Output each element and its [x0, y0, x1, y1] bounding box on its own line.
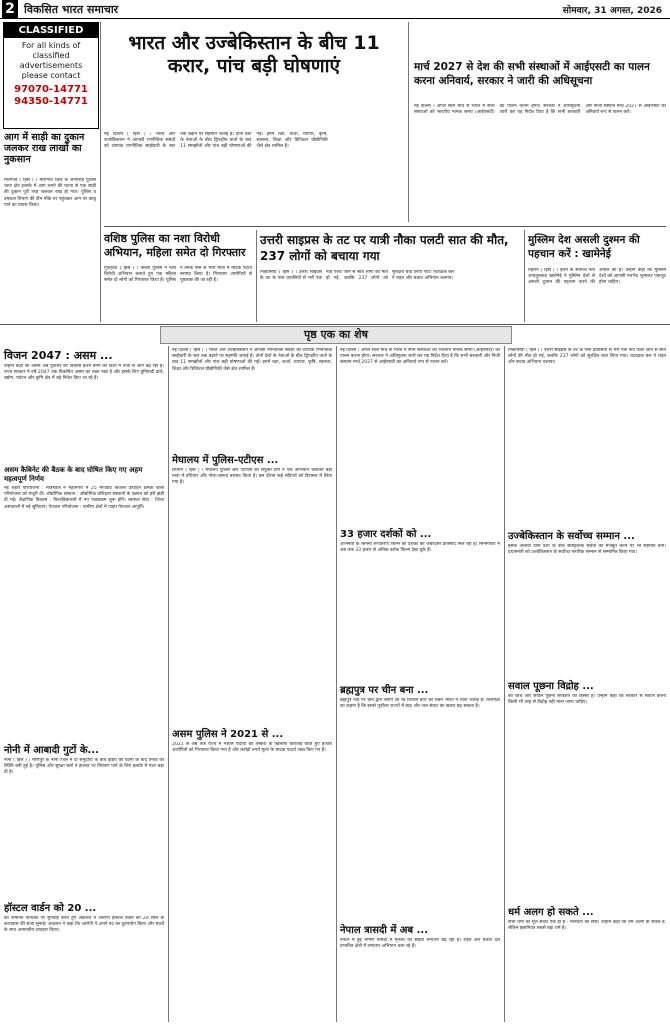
police-headline: वशिष्ठ पुलिस का नशा विरोधी अभियान, महिला समेत दो गिरफ्तार	[104, 232, 246, 259]
nepal-body: नेपाल में हुई भीषण त्रासदी में मृतकों की संख्या लगातार बढ़ रही है। राहत और बचाव दल प्रभावित क्षेत्रों में लगातार अभियान चला रहे हैं।	[340, 938, 500, 950]
fire-headline: आग में साड़ी का दुकान जलकर राख लाखों का नुकसान	[4, 132, 85, 165]
viewers-headline: 33 हजार दर्शकों को ...	[340, 529, 432, 540]
uzbek-honour-headline: उज्बेकिस्तान के सर्वोच्च सम्मान ...	[508, 531, 635, 542]
boat-body: निकोसिया ( हिंस ) । उत्तरी साइप्रस के तट के पास प्रवासियों से भरी एक नाव पलट जाने से सात लोगों की मौत हो गई, जबकि 237 लोगों को सुरक्षित बचा लिया गया। तटरक्षक बल ने राहत और बचाव अभियान चलाया।	[260, 270, 454, 282]
section-rule	[0, 324, 670, 325]
hostel-headline: हॉस्टल वार्डन को 20 ...	[4, 903, 97, 914]
religion-body: सभी धर्मों का मूल संदेश एक ही है - मानवता की सेवा। उन्होंने कहा कि धर्म अलग हो सकते हैं, लेकिन इंसानियत सबसे बड़ा धर्म है।	[508, 920, 666, 932]
classified-label: CLASSIFIED	[4, 23, 98, 38]
assam-police-body: 2021 से अब तक राज्य में नशीले पदार्थों की तस्करी के खिलाफ कार्रवाई करते हुए हजारों आरोपियों को गिरफ्तार किया गया है और करोड़ों रुपये मूल्य के मादक पदार्थ जब्त किए गए हैं।	[172, 742, 332, 754]
khamenei-headline: मुस्लिम देश असली दुश्मन की पहचान करें : खामेनेई	[528, 234, 640, 260]
column-divider	[100, 22, 101, 322]
khamenei-body: तेहरान ( हिंस ) । ईरान के सर्वोच्च नेता आयतुल्लाह खामेनेई ने मुस्लिम देशों से असली दुश्मन की पहचान करने की अपील की है। उन्होंने कहा कि मुस्लिम देशों को आपसी मतभेद भुलाकर एकजुट होना चाहिए।	[528, 268, 666, 286]
column-divider	[336, 346, 337, 1022]
hostel-body: की जमानत याचिका पर सुनवाई करते हुए अदालत ने आरोपी हॉस्टल वार्डन को 20 साल के कारावास की सजा सुनाई। अदालत ने कहा कि आरोपी ने अपने पद का दुरुपयोग किया और बच्चों के साथ अमानवीय व्यवहार किया।	[4, 916, 164, 934]
meghalaya-body: शिलांग ( हिंस ) । मेघालय पुलिस और एटीएस की संयुक्त टीम ने एक अभियान चलाकर बड़ी मात्रा में हथियार और गोला-बारूद बरामद किया है। इस दौरान कई संदिग्धों को हिरासत में लिया गया है।	[172, 468, 332, 486]
ist-body: नई दिल्ली । अगले साल मार्च से भारत में सभी संस्थाओं को भारतीय मानक समय (आईएसटी) का पालन करना होगा। सरकार ने अधिसूचना जारी कर यह निर्देश दिया है कि सभी सरकारी और निजी संस्थान मार्च 2027 से आईएसटी का अनिवार्य रूप से पालन करें।	[414, 104, 666, 116]
classified-box	[3, 22, 99, 129]
boat-continued: निकोसिया ( हिंस ) । उत्तरी साइप्रस के तट के पास प्रवासियों से भरी एक नाव पलट जाने से सात लोगों की मौत हो गई, जबकि 237 लोगों को सुरक्षित बचा लिया गया। तटरक्षक बल ने राहत और बचाव अभियान चलाया।	[508, 348, 666, 366]
classified-text: For all kinds of classified advertisements please contact	[19, 41, 83, 80]
vision-headline: विजन 2047 : असम ...	[4, 349, 113, 362]
nepal-headline: नेपाल त्रासदी में अब ...	[340, 925, 429, 936]
brahmaputra-headline: ब्रह्मपुत्र पर चीन बना ...	[340, 685, 429, 696]
column-divider	[408, 22, 409, 222]
column-divider	[524, 230, 525, 322]
noni-headline: नोनी में आबादी गुटों के...	[4, 745, 99, 756]
question-body: की जांच और सवाल पूछना लोकतंत्र का हिस्सा है। उन्होंने कहा कि सरकार से सवाल करना किसी भी तरह से विद्रोह नहीं माना जाना चाहिए।	[508, 694, 666, 706]
cabinet-body: नई शहरी परियोजना : मंत्रिमंडल ने महानगरों में 25 मेगावाट बिजली उत्पादन क्षमता वाली परियोजना को मंजूरी दी। औद्योगिक संस्थान : औद्योगिक प्रशिक्षण संस्थानों के उन्नयन को हरी झंडी दी गई। शैक्षणिक विकास : विश्वविद्यालयों में नए पाठ्यक्रम शुरू होंगे। स्वास्थ्य सेवा : जिला अस्पतालों में नई सुविधाएं। पेयजल परियोजना : ग्रामीण क्षेत्रों में पाइप पेयजल आपूर्ति।	[4, 486, 164, 510]
classified-phone-1: 97070-14771	[14, 84, 88, 95]
section-rule	[104, 226, 666, 227]
fire-body: मोरीगांव ( हिंस ) । मोरीगांव जिले के जागीरोड पुलिस थाना क्षेत्र इलाके में आग लगने की घटना से एक साड़ी की दुकान पूरी तरह जलकर राख हो गया। पुलिस व दमकल विभाग की टीम मौके पर पहुंचकर आग पर काबू पाने का प्रयास किया।	[4, 178, 96, 208]
classified-phone-2: 94350-14771	[14, 96, 88, 107]
religion-headline: धर्म अलग हो सकते ...	[508, 907, 594, 918]
noni-body: नोनी ( हिंस ) । मणिपुर के नोनी जिले में दो समुदायों के बीच झड़प की घटना के बाद तनाव की स्थिति बनी हुई है। पुलिस और सुरक्षा बलों ने हालात पर नियंत्रण पाने के लिए इलाके में गश्त बढ़ा दी है।	[4, 758, 164, 776]
police-body: गुवाहाटी ( हिंस ) । वशिष्ठ पुलिस ने नशा विरोधी अभियान चलाते हुए एक महिला समेत दो लोगों को गिरफ्तार किया है। पुलिस ने उनके पास से भारी मात्रा में मादक पदार्थ बरामद किया है। गिरफ्तार आरोपियों से पूछताछ की जा रही है।	[104, 266, 252, 284]
page-number: 2	[2, 0, 18, 18]
meghalaya-headline: मेघालय में पुलिस-एटीएस ...	[172, 455, 279, 466]
question-headline: सवाल पूछना विद्रोह ...	[508, 681, 594, 692]
lead-continued: नई दिल्ली ( हिंस ) । भारत और उज्बेकिस्तान ने आपसी रणनीतिक संबंधों को व्यापक रणनीतिक साझेदारी के स्तर तक बढ़ाने पर सहमति जताई है। दोनों देशों के नेताओं के बीच द्विपक्षीय वार्ता के बाद 11 समझौतों और पांच बड़ी घोषणाओं की गई। इनमें रक्षा, ऊर्जा, व्यापार, कृषि, स्वास्थ्य, शिक्षा और डिजिटल प्रौद्योगिकी जैसे क्षेत्र शामिल हैं।	[172, 348, 332, 372]
cabinet-label: असम कैबिनेट की बैठक के बाद घोषित किए गए अहम महत्वपूर्ण निर्णय	[4, 466, 143, 483]
lead-body: नई दिल्ली ( हिंस ) । भारत और उज्बेकिस्तान ने आपसी रणनीतिक संबंधों को व्यापक रणनीतिक साझेदारी के स्तर तक बढ़ाने पर सहमति जताई है। दोनों देशों के नेताओं के बीच द्विपक्षीय वार्ता के बाद 11 समझौतों और पांच बड़ी घोषणाओं की गई। इनमें रक्षा, ऊर्जा, व्यापार, कृषि, स्वास्थ्य, शिक्षा और डिजिटल प्रौद्योगिकी जैसे क्षेत्र शामिल हैं।	[104, 132, 328, 150]
uzbek-honour-body: इसके अलावा दोनों देशों के बीच सांस्कृतिक संबंधों को मजबूत करने पर भी सहमति बनी। प्रधानमंत्री को उज्बेकिस्तान के सर्वोच्च नागरिक सम्मान से सम्मानित किया गया।	[508, 544, 666, 556]
ist-continued: नई दिल्ली । अगले साल मार्च से भारत में सभी संस्थाओं को भारतीय मानक समय (आईएसटी) का पालन करना होगा। सरकार ने अधिसूचना जारी कर यह निर्देश दिया है कि सभी सरकारी और निजी संस्थान मार्च 2027 से आईएसटी का अनिवार्य रूप से पालन करें।	[340, 348, 500, 366]
vision-body: उन्होंने कहा कि असम अब पूर्वोत्तर का विकास इंजन बनने की दिशा में तेजी से आगे बढ़ रहा है। राज्य सरकार ने वर्ष 2047 तक विकसित असम का लक्ष्य रखा है और इसके लिए बुनियादी ढांचे, उद्योग, पर्यटन और कृषि क्षेत्र में बड़े निवेश किए जा रहे हैं।	[4, 364, 164, 382]
continuation-banner: पृष्ठ एक का शेष	[160, 326, 512, 344]
masthead-title: विकसित भारत समाचार	[24, 3, 119, 16]
column-divider	[256, 230, 257, 322]
column-divider	[504, 346, 505, 1022]
ist-headline: मार्च 2027 से देश की सभी संस्थाओं में आईएसटी का पालन करना अनिवार्य, सरकार ने जारी की अधिसूचना	[414, 61, 650, 87]
brahmaputra-body: ब्रह्मपुत्र नदी पर चीन द्वारा बनाए जा रहे विशाल बांध को लेकर भारत ने चिंता जताई है। विशेषज्ञों का कहना है कि इससे पूर्वोत्तर राज्यों में बाढ़ और जल संकट का खतरा बढ़ सकता है।	[340, 698, 500, 710]
column-divider	[168, 346, 169, 1022]
lead-headline: भारत और उज्बेकिस्तान के बीच 11 करार, पांच बड़ी घोषणाएं	[128, 32, 380, 77]
issue-date: सोमवार, 31 अगस्त, 2026	[562, 6, 662, 16]
assam-police-headline: असम पुलिस ने 2021 से ...	[172, 729, 284, 740]
boat-headline: उत्तरी साइप्रस के तट पर यात्री नौका पलटी सात की मौत, 237 लोगों को बचाया गया	[260, 233, 509, 263]
viewers-body: अभिनेता के सिनेमा रूपांतरण फिल्म को दर्शकों का जबरदस्त प्रतिसाद मिल रहा है। सिनेमाघरों में अब तक 33 हजार से अधिक दर्शक फिल्म देख चुके हैं।	[340, 542, 500, 554]
